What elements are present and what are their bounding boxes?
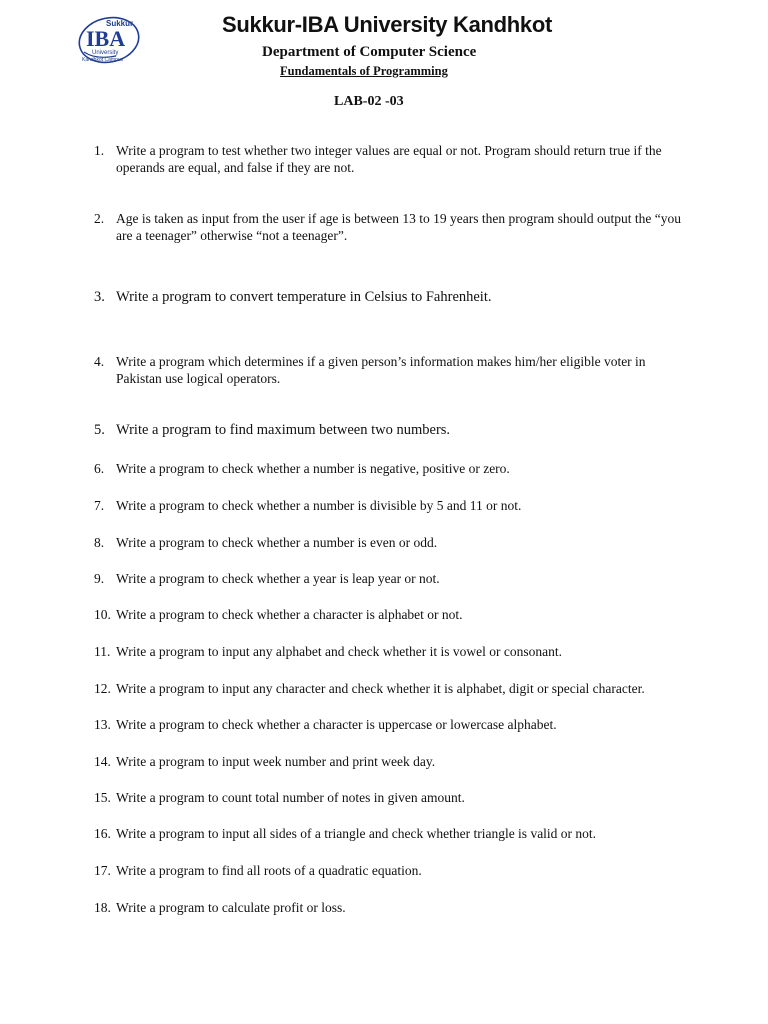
svg-text:University: University [92, 50, 119, 56]
question-text: Write a program which determines if a given person’s information makes him/her eligible voter in Pakistan use logical operators. [116, 354, 646, 386]
question-text: Write a program to check whether a character is alphabet or not. [116, 607, 463, 622]
question-text: Write a program to input any alphabet and check whether it is vowel or consonant. [116, 644, 562, 659]
svg-text:Kandhkot Campus: Kandhkot Campus [82, 57, 124, 63]
svg-text:IBA: IBA [86, 26, 126, 51]
question-number: 13. [94, 717, 111, 732]
question-item [94, 289, 684, 306]
svg-text:Sukkur: Sukkur [106, 19, 134, 28]
question-text: Write a program to check whether a number is negative, positive or zero. [116, 461, 510, 476]
question-number: 4. [94, 354, 105, 369]
question-number: 15. [94, 790, 111, 805]
question-text: Write a program to check whether a year is leap year or not. [116, 571, 440, 586]
question-text: Write a program to check whether a number is even or odd. [116, 535, 438, 550]
question-item [94, 570, 684, 587]
question-item [94, 753, 684, 770]
question-item [94, 716, 684, 733]
question-text: Write a program to count total number of notes in given amount. [116, 790, 465, 805]
question-number: 11. [94, 644, 111, 659]
question-item [94, 460, 684, 477]
question-number: 1. [94, 143, 105, 158]
question-number: 8. [94, 535, 105, 550]
question-number: 12. [94, 681, 111, 696]
question-number: 17. [94, 863, 111, 878]
question-item [94, 899, 684, 916]
department-title: Department of Computer Science [262, 44, 477, 60]
question-text: Write a program to check whether a number is divisible by 5 and 11 or not. [116, 498, 522, 513]
question-number: 3. [94, 289, 105, 305]
question-text: Write a program to find maximum between two numbers. [116, 422, 451, 438]
question-text: Write a program to input any character and check whether it is alphabet, digit or special character. [116, 681, 645, 696]
question-item [94, 210, 684, 244]
question-item [94, 825, 684, 842]
question-text: Age is taken as input from the user if age is between 13 to 19 years then program should output the “you are a teenager” otherwise “not a teenager”. [116, 211, 681, 243]
question-item [94, 353, 684, 387]
question-text: Write a program to convert temperature in Celsius to Fahrenheit. [116, 289, 492, 305]
question-item [94, 606, 684, 623]
university-logo [76, 12, 142, 68]
question-item [94, 497, 684, 514]
question-item [94, 534, 684, 551]
lab-title: LAB-02 -03 [334, 94, 404, 109]
question-item [94, 789, 684, 806]
question-number: 2. [94, 211, 105, 226]
university-title: Sukkur-IBA University Kandhkot [222, 12, 553, 37]
question-item [94, 643, 684, 660]
question-item [94, 142, 684, 176]
question-text: Write a program to test whether two integer values are equal or not. Program should return true if the operands are equal, and false if they are not. [116, 143, 662, 175]
question-number: 9. [94, 571, 105, 586]
question-number: 18. [94, 900, 111, 915]
question-number: 7. [94, 498, 105, 513]
question-number: 16. [94, 826, 111, 841]
question-text: Write a program to input all sides of a triangle and check whether triangle is valid or not. [116, 826, 597, 841]
question-item [94, 862, 684, 879]
course-title: Fundamentals of Programming [280, 64, 448, 78]
question-text: Write a program to check whether a character is uppercase or lowercase alphabet. [116, 717, 557, 732]
question-text: Write a program to calculate profit or loss. [116, 900, 346, 915]
question-number: 6. [94, 461, 105, 476]
question-item [94, 680, 684, 697]
question-text: Write a program to find all roots of a quadratic equation. [116, 863, 422, 878]
question-text: Write a program to input week number and print week day. [116, 754, 436, 769]
question-number: 14. [94, 754, 111, 769]
question-number: 5. [94, 422, 105, 438]
question-number: 10. [94, 607, 111, 622]
question-item [94, 422, 684, 439]
